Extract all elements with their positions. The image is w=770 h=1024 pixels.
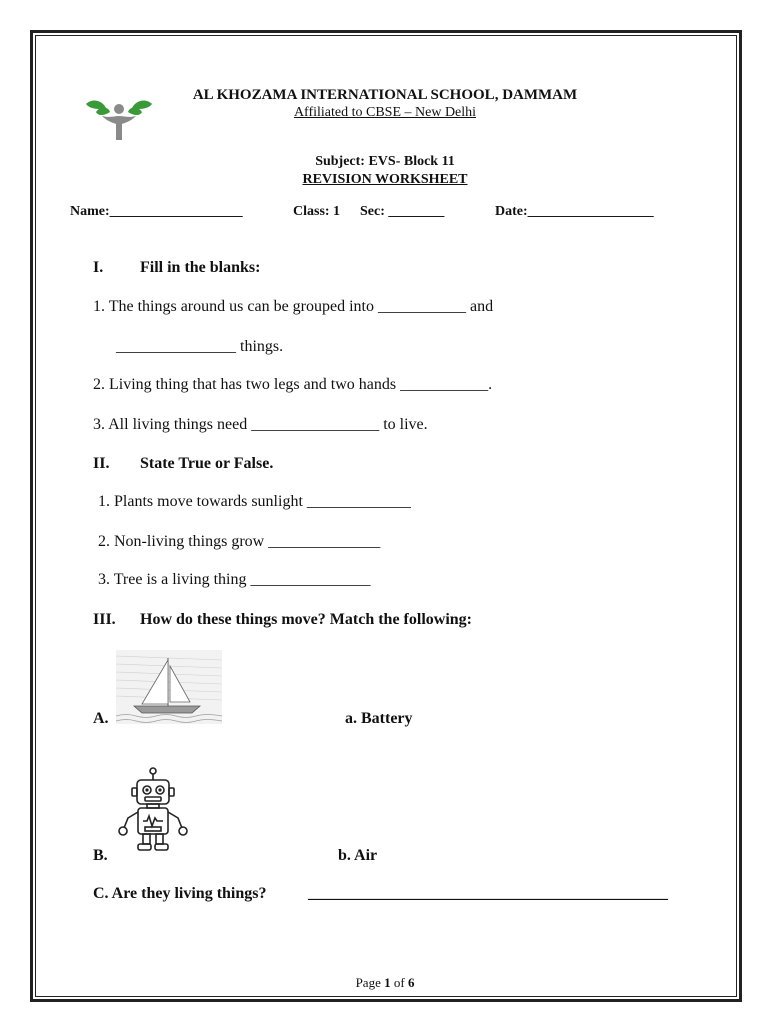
name-field: Name:___________________ (70, 204, 243, 219)
section2-title: State True or False. (140, 455, 274, 472)
section3-numeral: III. (93, 611, 116, 628)
sec-field: Sec: ________ (360, 204, 445, 219)
section1-title: Fill in the blanks: (140, 259, 261, 276)
section2-question1: 1. Plants move towards sunlight _____________ (98, 493, 411, 510)
section2-numeral: II. (93, 455, 110, 472)
section1-question1a: 1. The things around us can be grouped into ___________ and (93, 298, 494, 315)
page-number (0, 975, 770, 991)
robot-image (116, 766, 190, 854)
school-name: AL KHOZAMA INTERNATIONAL SCHOOL, DAMMAM (192, 87, 578, 103)
page-total: 6 (407, 975, 415, 990)
match-option-b: b. Air (338, 847, 378, 864)
match-option-a: a. Battery (345, 710, 413, 727)
section1-question1b: _______________ things. (116, 338, 284, 355)
section2-question2: 2. Non-living things grow ______________ (98, 533, 381, 550)
match-item-b: B. (93, 847, 108, 864)
sailboat-image (116, 650, 222, 724)
match-item-a: A. (93, 710, 109, 727)
section1-numeral: I. (93, 259, 104, 276)
page-current: 1 (384, 975, 391, 990)
worksheet-title: REVISION WORKSHEET (302, 172, 468, 187)
question-c: C. Are they living things? (93, 885, 267, 902)
section1-question2: 2. Living thing that has two legs and two hands ___________. (93, 376, 493, 393)
section3-title: How do these things move? Match the following: (140, 611, 472, 628)
page-of: of (390, 975, 408, 990)
affiliation: Affiliated to CBSE – New Delhi (293, 105, 477, 120)
date-field: Date:__________________ (495, 204, 654, 219)
subject-line: Subject: EVS- Block 11 (315, 154, 455, 169)
question-c-blank: _____________________________________________ (308, 885, 668, 902)
section1-question3: 3. All living things need ________________ to live. (93, 416, 428, 433)
section2-question3: 3. Tree is a living thing _______________ (98, 571, 371, 588)
class-field: Class: 1 (293, 204, 341, 219)
page-prefix: Page (355, 975, 385, 990)
